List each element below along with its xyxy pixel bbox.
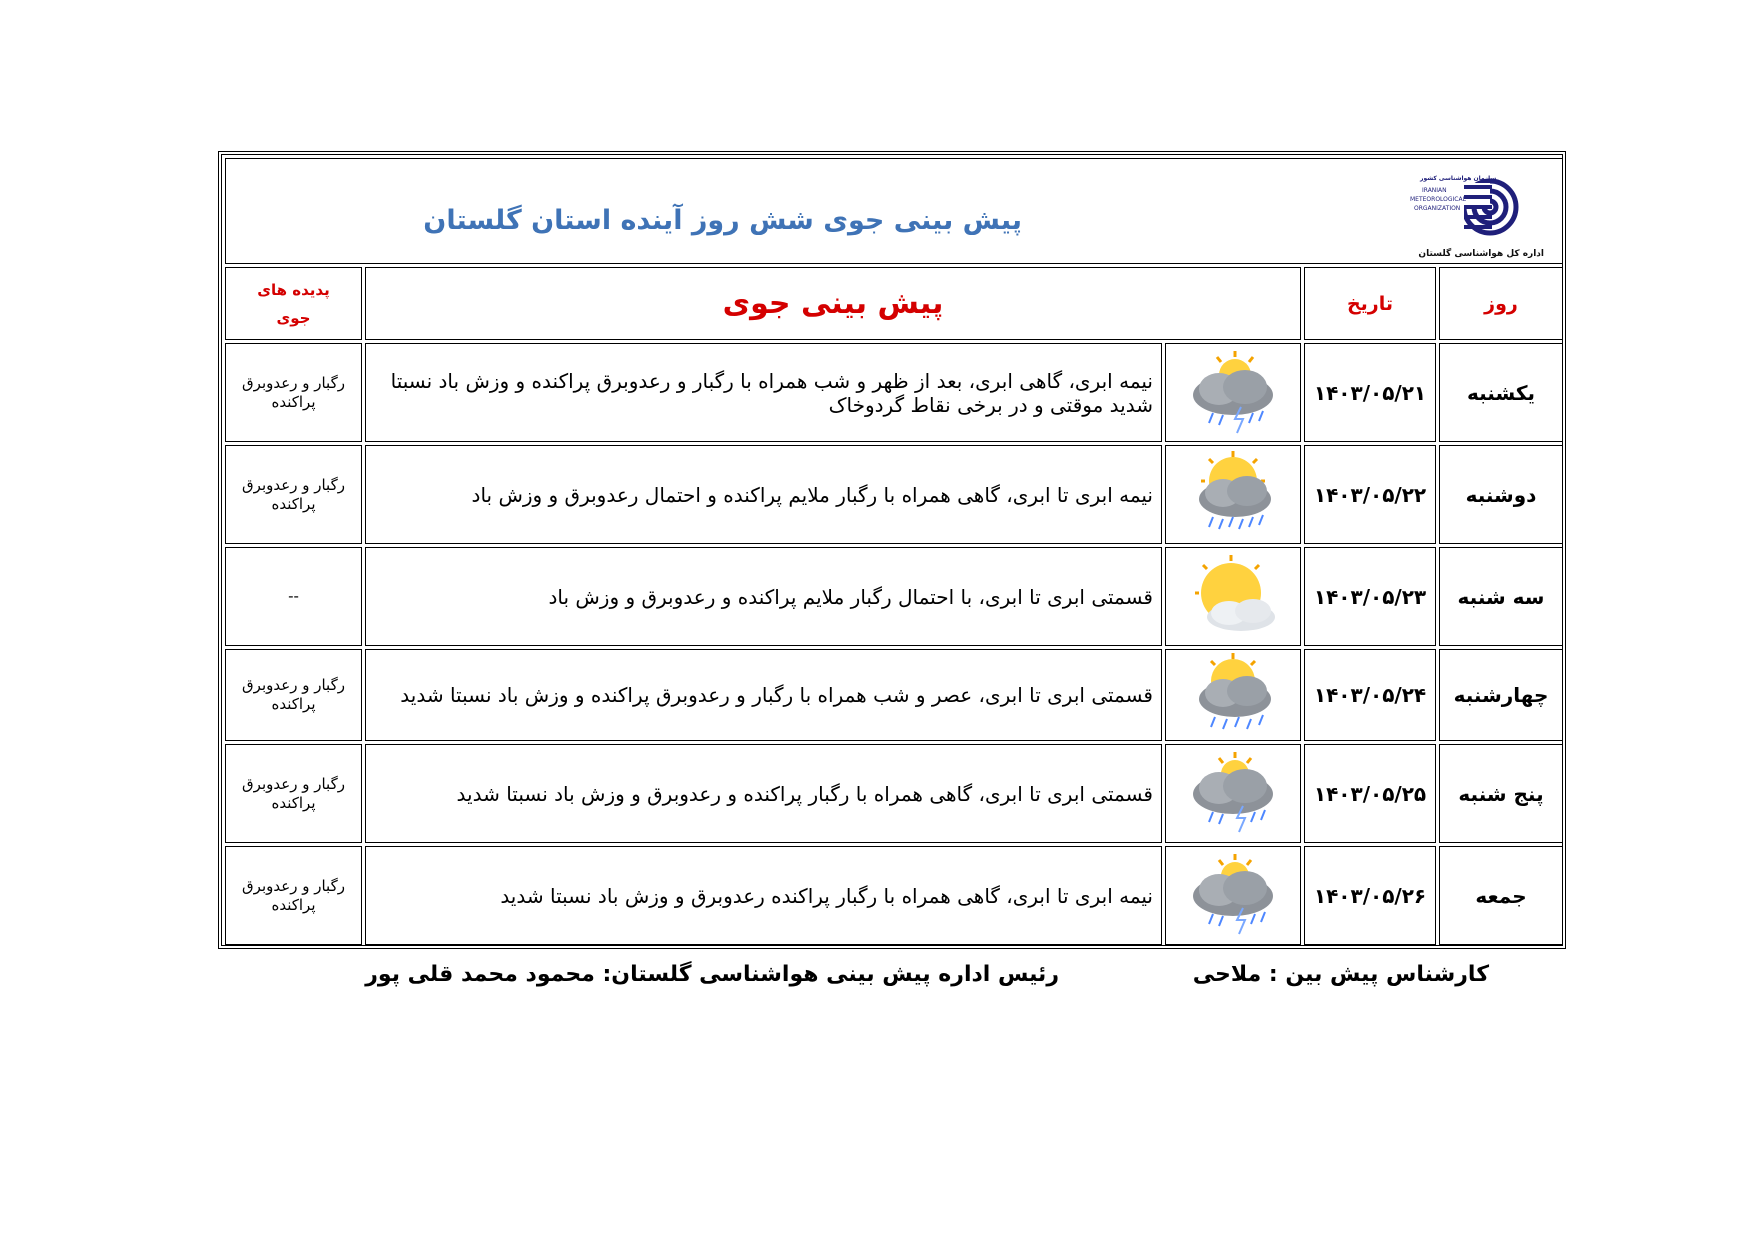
- header-day: روز: [1439, 267, 1563, 340]
- forecast-frame: [221, 154, 1563, 946]
- phenomena-cell: رگبار و رعدوبرق پراکنده: [225, 649, 362, 741]
- date-cell: ۱۴۰۳/۰۵/۲۳: [1304, 547, 1436, 646]
- meteorological-organization-logo: [1400, 169, 1546, 259]
- forecast-description: نیمه ابری، گاهی ابری، بعد از ظهر و شب همراه با رگبار و رعدوبرق پراکنده و وزش باد نسبتا شدید موقتی و در برخی نقاط گردوخاک: [365, 343, 1162, 442]
- weather-icon-cell: [1165, 445, 1301, 544]
- cloud-thunder-rain-icon: [1183, 349, 1283, 437]
- day-cell: سه شنبه: [1439, 547, 1563, 646]
- phenomena-cell: رگبار و رعدوبرق پراکنده: [225, 445, 362, 544]
- phenomena-cell: رگبار و رعدوبرق پراکنده: [225, 744, 362, 843]
- phenomena-cell: رگبار و رعدوبرق پراکنده: [225, 343, 362, 442]
- logo-text-en2: METEOROLOGICAL: [1410, 196, 1466, 203]
- table-row: [225, 343, 1563, 442]
- sun-cloud-icon: [1183, 553, 1283, 641]
- day-cell: دوشنبه: [1439, 445, 1563, 544]
- date-cell: ۱۴۰۳/۰۵/۲۶: [1304, 846, 1436, 945]
- header-date: تاریخ: [1304, 267, 1436, 340]
- logo-text-en3: ORGANIZATION: [1414, 205, 1461, 212]
- logo-text-top: سازمان هواشناسی کشور: [1420, 175, 1497, 182]
- day-cell: یکشنبه: [1439, 343, 1563, 442]
- table-row: [225, 846, 1563, 945]
- cloud-thunder-rain-icon: [1183, 750, 1283, 838]
- day-cell: جمعه: [1439, 846, 1563, 945]
- sun-cloud-rain-icon: [1183, 653, 1283, 737]
- header-forecast: پیش بینی جوی: [365, 267, 1301, 340]
- logo-org-name: اداره کل هواشناسی گلستان: [1418, 249, 1544, 259]
- forecast-sheet: [218, 151, 1566, 949]
- forecast-description: قسمتی ابری تا ابری، با احتمال رگبار ملایم پراکنده و رعدوبرق و وزش باد: [365, 547, 1162, 646]
- table-row: [225, 649, 1563, 741]
- date-cell: ۱۴۰۳/۰۵/۲۲: [1304, 445, 1436, 544]
- page-title: پیش بینی جوی شش روز آینده استان گلستان: [423, 205, 1022, 236]
- forecast-table: [222, 155, 1566, 948]
- day-cell: پنج شنبه: [1439, 744, 1563, 843]
- header-phenomena-line2: جوی: [276, 308, 311, 327]
- table-row: [225, 445, 1563, 544]
- title-cell: [225, 158, 1563, 264]
- forecast-description: نیمه ابری تا ابری، گاهی همراه با رگبار پراکنده رعدوبرق و وزش باد نسبتا شدید: [365, 846, 1162, 945]
- weather-icon-cell: [1165, 744, 1301, 843]
- day-cell: چهارشنبه: [1439, 649, 1563, 741]
- forecast-description: قسمتی ابری تا ابری، گاهی همراه با رگبار پراکنده و رعدوبرق و وزش باد نسبتا شدید: [365, 744, 1162, 843]
- logo-text-en1: IRANIAN: [1422, 187, 1447, 194]
- table-row: [225, 744, 1563, 843]
- weather-icon-cell: [1165, 846, 1301, 945]
- department-head-name: رئیس اداره پیش بینی هواشناسی گلستان: محمود محمد قلی پور: [365, 962, 1059, 987]
- forecast-description: نیمه ابری تا ابری، گاهی همراه با رگبار ملایم پراکنده و احتمال رعدوبرق و وزش باد: [365, 445, 1162, 544]
- sun-cloud-rain-icon: [1183, 451, 1283, 539]
- cloud-thunder-rain-icon: [1183, 852, 1283, 940]
- weather-icon-cell: [1165, 649, 1301, 741]
- phenomena-cell: --: [225, 547, 362, 646]
- date-cell: ۱۴۰۳/۰۵/۲۱: [1304, 343, 1436, 442]
- header-phenomena-line1: پدیده های: [257, 280, 330, 299]
- date-cell: ۱۴۰۳/۰۵/۲۴: [1304, 649, 1436, 741]
- forecaster-name: کارشناس پیش بین : ملاحی: [1192, 962, 1489, 987]
- date-cell: ۱۴۰۳/۰۵/۲۵: [1304, 744, 1436, 843]
- weather-icon-cell: [1165, 343, 1301, 442]
- header-phenomena: [225, 267, 362, 340]
- weather-icon-cell: [1165, 547, 1301, 646]
- phenomena-cell: رگبار و رعدوبرق پراکنده: [225, 846, 362, 945]
- table-row: [225, 547, 1563, 646]
- forecast-description: قسمتی ابری تا ابری، عصر و شب همراه با رگبار و رعدوبرق پراکنده و وزش باد نسبتا شدید: [365, 649, 1162, 741]
